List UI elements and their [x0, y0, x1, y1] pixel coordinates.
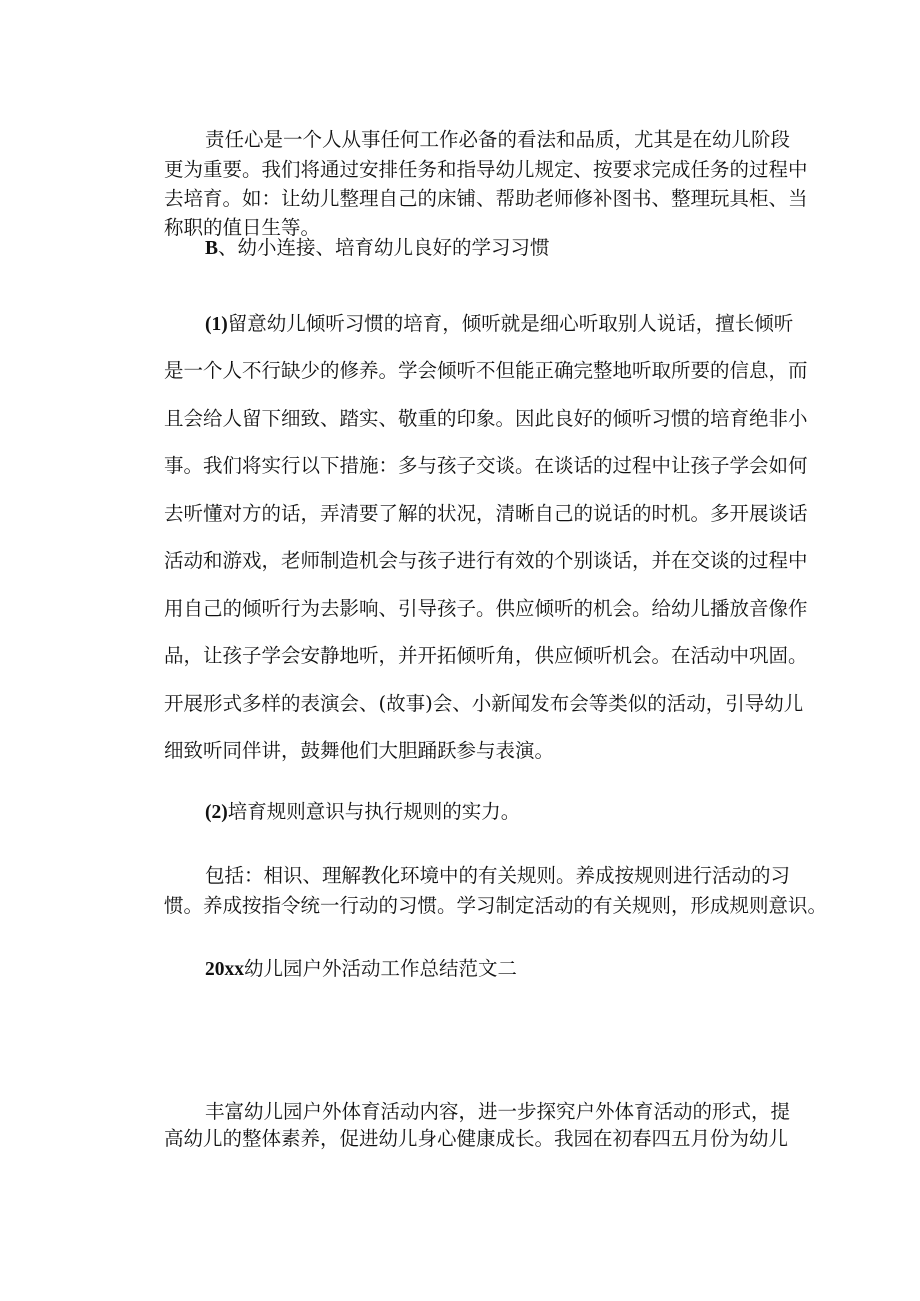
text-line: 包括：相识、理解教化环境中的有关规则。养成按规则进行活动的习: [205, 864, 791, 887]
text-line: 品，让孩子学会安静地听，并开拓倾听角，供应倾听机会。在活动中巩固。: [164, 644, 808, 667]
text-line: [205, 312, 794, 337]
heading-text: 、幼小连接、培育幼儿良好的学习习惯: [218, 236, 550, 259]
text: 培育规则意识与执行规则的实力。: [227, 800, 521, 823]
text-line: 且会给人留下细致、踏实、敬重的印象。因此良好的倾听习惯的培育绝非小: [164, 407, 808, 430]
text-line: 活动和游戏，老师制造机会与孩子进行有效的个别谈话，并在交谈的过程中: [164, 549, 808, 572]
text-line: 事。我们将实行以下措施：多与孩子交谈。在谈话的过程中让孩子学会如何: [164, 454, 808, 477]
text-line: 更为重要。我们将通过安排任务和指导幼儿规定、按要求完成任务的过程中: [164, 158, 808, 181]
text-line: 高幼儿的整体素养，促进幼儿身心健康成长。我园在初春四五月份为幼儿: [164, 1127, 789, 1150]
text-line: 用自己的倾听行为去影响、引导孩子。供应倾听的机会。给幼儿播放音像作: [164, 597, 808, 620]
text-line: 惯。养成按指令统一行动的习惯。学习制定活动的有关规则，形成规则意识。: [164, 894, 828, 917]
section-heading-b: [205, 236, 784, 261]
heading-text: 幼儿园户外活动工作总结范文二: [244, 957, 518, 980]
text-line: 责任心是一个人从事任何工作必备的看法和品质，尤其是在幼儿阶段: [205, 128, 791, 151]
text-line: 开展形式多样的表演会、(故事)会、小新闻发布会等类似的活动，引导幼儿: [164, 692, 804, 715]
item-number: (2): [205, 802, 228, 823]
text-line: 去听懂对方的话，弄清要了解的状况，清晰自己的说话的时机。多开展谈话: [164, 502, 808, 525]
text-line: 是一个人不行缺少的修养。学会倾听不但能正确完整地听取所要的信息，而: [164, 359, 808, 382]
text: 留意幼儿倾听习惯的培育，倾听就是细心听取别人说话，擅长倾听: [227, 312, 794, 335]
item-number: (1): [205, 314, 228, 335]
heading-prefix: 20xx: [205, 959, 244, 980]
heading-prefix: B: [205, 238, 219, 259]
text-line: 丰富幼儿园户外体育活动内容，进一步探究户外体育活动的形式，提: [205, 1100, 791, 1123]
text-line: 去培育。如：让幼儿整理自己的床铺、帮助老师修补图书、整理玩具柜、当: [164, 187, 808, 210]
section-heading-2: [205, 957, 784, 982]
paragraph-rules: [205, 800, 784, 825]
text-line: 细致听同伴讲，鼓舞他们大胆踊跃参与表演。: [164, 739, 555, 762]
text-line: 称职的值日生等。: [164, 216, 321, 239]
